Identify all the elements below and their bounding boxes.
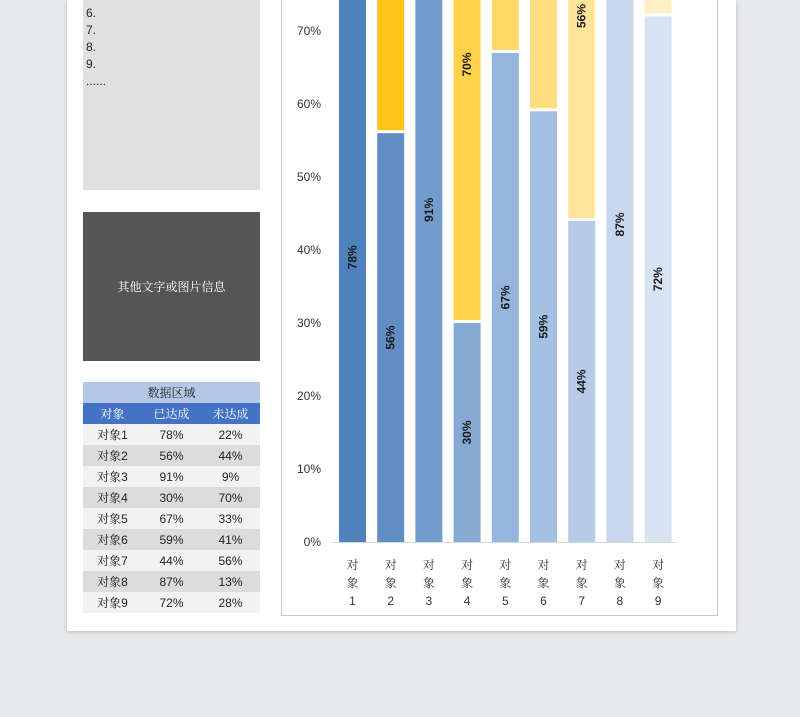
x-category-label: 对 [613, 558, 626, 572]
note-item: 8. [86, 40, 97, 54]
x-category-label: 象 [652, 576, 665, 590]
bar-unachieved [645, 0, 672, 13]
bar-unachieved [492, 0, 519, 50]
y-tick-label: 50% [296, 170, 321, 184]
x-category-label: 7 [578, 594, 586, 608]
table-row [83, 529, 260, 550]
table-cell: 67% [142, 508, 201, 529]
table-cell: 13% [201, 571, 260, 592]
table-cell: 33% [201, 508, 260, 529]
table-cell: 对象9 [83, 592, 142, 613]
table-row [83, 487, 260, 508]
table-cell: 56% [201, 550, 260, 571]
table-cell: 对象7 [83, 550, 142, 571]
y-tick-label: 10% [296, 462, 321, 476]
image-placeholder-text: 其他文字或图片信息 [117, 280, 226, 294]
table-cell: 28% [201, 592, 260, 613]
x-category-label: 对 [499, 558, 512, 572]
x-category-label: 3 [425, 594, 433, 608]
x-category-label: 对 [422, 558, 435, 572]
table-cell: 对象1 [83, 424, 142, 445]
data-label-unachieved: 56% [574, 3, 589, 29]
bar-achieved [606, 0, 633, 542]
data-label-unachieved: 70% [460, 52, 475, 77]
data-label-achieved: 78% [345, 245, 360, 270]
note-item: ...... [86, 74, 107, 88]
table-cell: 44% [142, 550, 201, 571]
table-cell: 对象6 [83, 529, 142, 550]
table-cell: 70% [201, 487, 260, 508]
x-category-label: 8 [616, 594, 624, 608]
x-category-label: 象 [575, 576, 588, 590]
table-row [83, 424, 260, 445]
table-header: 未达成 [201, 403, 260, 424]
table-cell: 87% [142, 571, 201, 592]
table-cell: 对象8 [83, 571, 142, 592]
x-category-label: 象 [346, 576, 359, 590]
y-tick-label: 0% [303, 535, 321, 549]
table-title: 数据区域 [83, 382, 260, 403]
image-placeholder [83, 212, 260, 361]
table-cell: 对象5 [83, 508, 142, 529]
table-cell: 59% [142, 529, 201, 550]
x-category-label: 对 [346, 558, 359, 572]
y-tick-label: 70% [296, 24, 321, 38]
table-cell: 对象3 [83, 466, 142, 487]
y-tick-label: 20% [296, 389, 321, 403]
data-label-achieved: 44% [574, 369, 589, 394]
bar-achieved [415, 0, 442, 542]
bar-unachieved [377, 0, 404, 130]
table-cell: 对象2 [83, 445, 142, 466]
data-label-achieved: 91% [421, 197, 436, 222]
data-label-achieved: 59% [536, 314, 551, 339]
table-header: 对象 [83, 403, 142, 424]
y-tick-label: 30% [296, 316, 321, 330]
data-label-achieved: 87% [612, 212, 627, 237]
table-header: 已达成 [142, 403, 201, 424]
data-label-achieved: 56% [383, 325, 398, 350]
x-category-label: 4 [463, 594, 471, 608]
x-category-label: 象 [384, 576, 397, 590]
x-category-label: 象 [422, 576, 435, 590]
table-row [83, 508, 260, 529]
table-row [83, 445, 260, 466]
y-tick-label: 60% [296, 97, 321, 111]
table-cell: 22% [201, 424, 260, 445]
x-category-label: 象 [461, 576, 474, 590]
notes-box [83, 0, 260, 190]
x-category-label: 对 [575, 558, 588, 572]
note-item: 9. [86, 57, 97, 71]
table-cell: 91% [142, 466, 201, 487]
table-cell: 对象4 [83, 487, 142, 508]
x-category-label: 对 [537, 558, 550, 572]
x-category-label: 象 [613, 576, 626, 590]
table-row [83, 466, 260, 487]
x-category-label: 6 [540, 594, 547, 608]
x-category-label: 9 [654, 594, 662, 608]
table-row [83, 550, 260, 571]
bar-unachieved [568, 0, 595, 218]
chart-frame [281, 0, 718, 616]
x-category-label: 2 [387, 594, 395, 608]
note-item: 6. [86, 6, 97, 20]
data-table [83, 382, 260, 613]
table-cell: 41% [201, 529, 260, 550]
x-category-label: 象 [499, 576, 512, 590]
data-label-achieved: 67% [498, 285, 513, 310]
stacked-bar-chart [282, 0, 717, 615]
data-label-achieved: 30% [460, 420, 475, 445]
bar-achieved [339, 0, 366, 542]
y-tick-label: 40% [296, 243, 321, 257]
bar-unachieved [530, 0, 557, 108]
x-category-label: 对 [461, 558, 474, 572]
table-row [83, 571, 260, 592]
bar-unachieved [454, 0, 481, 320]
x-category-label: 对 [384, 558, 397, 572]
note-item: 7. [86, 23, 97, 37]
data-label-achieved: 72% [651, 267, 666, 292]
table-cell: 44% [201, 445, 260, 466]
x-category-label: 对 [652, 558, 665, 572]
table-cell: 72% [142, 592, 201, 613]
table-row [83, 592, 260, 613]
x-category-label: 象 [537, 576, 550, 590]
table-cell: 78% [142, 424, 201, 445]
table-cell: 9% [201, 466, 260, 487]
x-category-label: 5 [501, 594, 509, 608]
table-cell: 56% [142, 445, 201, 466]
table-cell: 30% [142, 487, 201, 508]
x-category-label: 1 [349, 594, 356, 608]
